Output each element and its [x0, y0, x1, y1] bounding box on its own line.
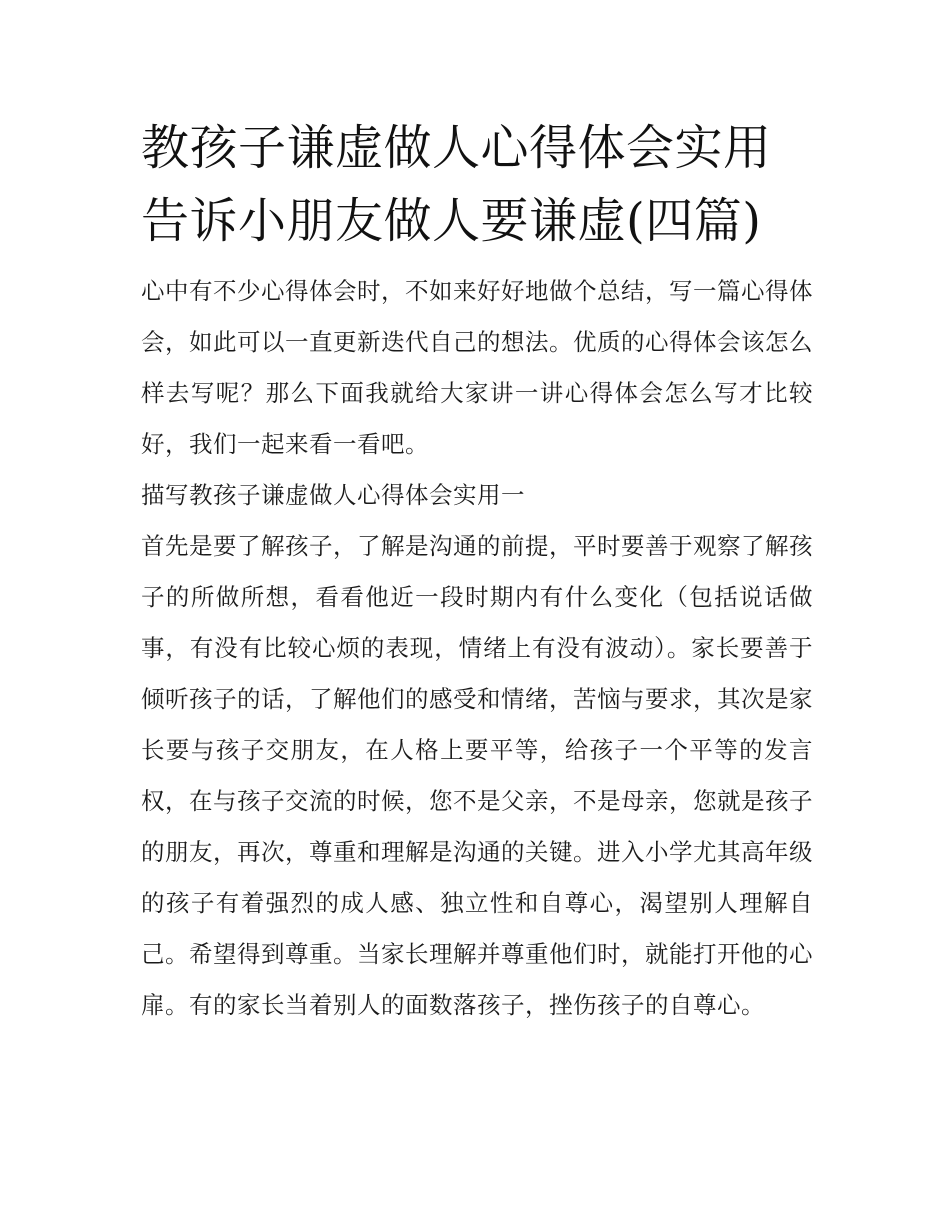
intro-paragraph: 心中有不少心得体会时，不如来好好地做个总结，写一篇心得体会，如此可以一直更新迭代自己的想法。优质的心得体会该怎么样去写呢？那么下面我就给大家讲一讲心得体会怎么写才比较好，我们一起来看一看吧。 [141, 277, 813, 458]
section-paragraph: 首先是要了解孩子，了解是沟通的前提，平时要善于观察了解孩子的所做所想，看看他近一段时期内有什么变化（包括说话做事，有没有比较心烦的表现，情绪上有没有波动）。家长要善于倾听孩子的话，了解他们的感受和情绪，苦恼与要求，其次是家长要与孩子交朋友，在人格上要平等，给孩子一个平等的发言权，在与孩子交流的时候，您不是父亲，不是母亲，您就是孩子的朋友，再次，尊重和理解是沟通的关键。进入小学尤其高年级的孩子有着强烈的成人感、独立性和自尊心，渴望别人理解自己。希望得到尊重。当家长理解并尊重他们时，就能打开他的心扉。有的家长当着别人的面数落孩子，挫伤孩子的自尊心。 [141, 532, 813, 1019]
title-line-1: 教孩子谦虚做人心得体会实用 [141, 120, 772, 176]
document-title [141, 112, 813, 258]
document-body [141, 266, 813, 1031]
section-heading: 描写教孩子谦虚做人心得体会实用一 [141, 481, 525, 509]
document-content [141, 112, 813, 1031]
title-line-2: 告诉小朋友做人要谦虚(四篇) [141, 193, 762, 249]
